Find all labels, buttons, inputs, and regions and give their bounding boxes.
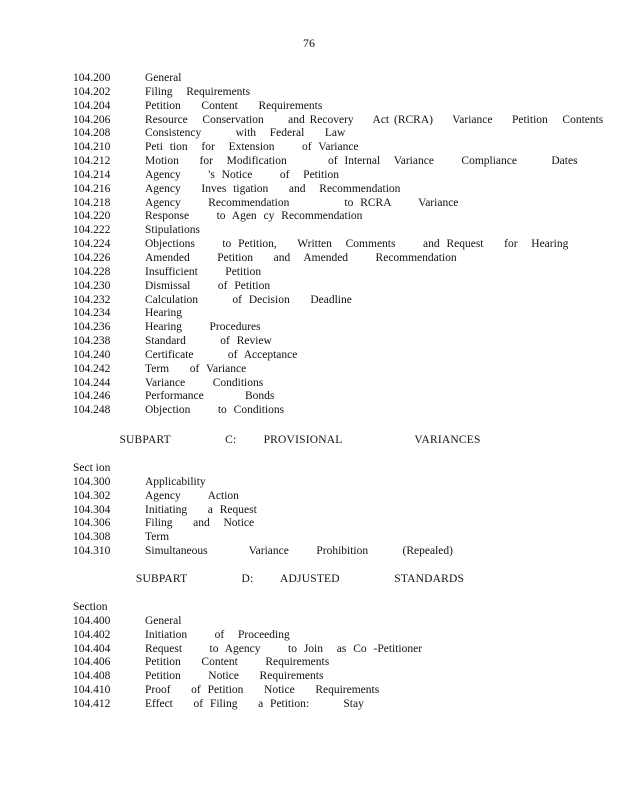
list-item [73,545,593,559]
section-title: Peti tion for Extension of Variance [145,141,359,154]
section-title: Objections to Petition, Written Comments and Request for Hearing [145,238,569,251]
section-number: 104.208 [73,127,111,140]
list-item [73,390,593,404]
section-number: 104.200 [73,72,111,84]
section-title: Objection to Conditions [145,404,285,417]
section-title: General [145,614,182,627]
section-number: 104.306 [73,517,111,530]
section-title: Motion for Modification of Internal Variance Compliance Dates [145,155,578,168]
section-title: Agency Inves tigation and Recommendation [145,182,401,195]
list-item [73,294,593,308]
section-number: 104.204 [73,99,111,112]
list-item [73,504,593,518]
list-item [73,670,593,684]
section-title: Hearing [145,307,183,320]
section-number: 104.228 [73,265,111,278]
list-item [73,684,593,698]
section-number: 104.400 [73,614,111,627]
list-item [73,127,593,141]
list-item [73,197,593,211]
list-item [73,224,593,238]
section-title: Consistency with Federal Law [145,127,346,140]
section-number: 104.244 [73,376,111,389]
section-title: Initiating a Request [145,503,257,516]
section-title: General [145,72,182,84]
section-number: 104.232 [73,293,111,306]
section-number: 104.404 [73,642,111,655]
section-title: Stipulations [145,224,200,237]
list-item [73,476,593,490]
section-title: Applicability [145,475,206,488]
list-item [73,531,593,545]
section-number: 104.210 [73,141,111,154]
list-item [73,238,593,252]
section-label: Section [73,601,108,613]
section-title: Resource Conservation and Recovery Act (RCRA) Variance Petition Contents [145,113,604,126]
section-number: 104.304 [73,503,111,516]
list-item [73,155,593,169]
section-number: 104.248 [73,404,111,417]
section-title: Performance Bonds [145,390,275,403]
list-item [73,335,593,349]
section-title: Filing and Notice [145,517,255,530]
section-title: Term [145,531,170,544]
section-list-general [73,72,604,418]
section-title: Dismissal of Petition [145,279,271,292]
section-number: 104.410 [73,684,111,697]
section-number: 104.408 [73,670,111,683]
section-number: 104.224 [73,238,111,251]
list-item [73,183,593,197]
section-title: Amended Petition and Amended Recommendation [145,251,457,264]
section-title: Simultaneous Variance Prohibition (Repealed) [145,545,453,558]
list-item [73,169,593,183]
list-item [73,363,593,377]
list-item [73,210,593,224]
section-title: Petition Content Requirements [145,656,330,669]
section-title: Effect of Filing a Petition: Stay [145,697,364,710]
section-number: 104.406 [73,656,111,669]
section-title: Term of Variance [145,362,247,375]
list-item [73,86,593,100]
section-title: Agency Recommendation to RCRA Variance [145,196,459,209]
list-item [73,656,593,670]
section-title: Certificate of Acceptance [145,348,298,361]
section-list-subpart-d [73,601,593,712]
section-title: Standard of Review [145,335,272,348]
section-number: 104.212 [73,155,111,168]
section-number: 104.302 [73,489,111,502]
section-title: Initiation of Proceeding [145,628,290,641]
list-item [73,252,593,266]
list-item [73,643,593,657]
section-title: Filing Requirements [145,85,251,98]
subpart-d-heading: SUBPART D: ADJUSTED STANDARDS [135,573,465,585]
section-title: Insufficient Petition [145,265,262,278]
list-item [73,72,593,86]
section-number: 104.220 [73,210,111,223]
section-number: 104.222 [73,224,111,237]
section-title: Variance Conditions [145,376,264,389]
section-title: Response to Agen cy Recommendation [145,210,363,223]
list-item [73,113,604,128]
section-number: 104.246 [73,390,111,403]
section-number: 104.412 [73,697,111,710]
section-title: Agency 's Notice of Petition [145,168,339,181]
list-item [73,377,593,391]
section-number: 104.308 [73,531,111,544]
list-item [73,629,593,643]
section-title: Petition Content Requirements [145,99,323,112]
list-item [73,100,593,114]
section-title: Proof of Petition Notice Requirements [145,684,380,697]
section-number: 104.230 [73,279,111,292]
section-list-subpart-c [73,462,593,559]
page-number: 76 [303,36,315,50]
section-number: 104.206 [73,113,111,126]
list-item [73,517,593,531]
section-number: 104.300 [73,475,111,488]
section-number: 104.236 [73,321,111,334]
list-item [73,280,593,294]
list-item [73,266,593,280]
section-number: 104.216 [73,182,111,195]
section-number: 104.226 [73,251,111,264]
list-item [73,307,593,321]
list-item [73,349,593,363]
section-label: Sect ion [73,462,111,474]
list-item [73,321,593,335]
section-number: 104.218 [73,196,111,209]
section-title: Hearing Procedures [145,321,261,334]
section-number: 104.242 [73,362,111,375]
list-item [73,404,593,418]
section-title: Request to Agency to Join as Co -Petitioner [145,642,423,655]
subpart-c-heading: SUBPART C: PROVISIONAL VARIANCES [119,434,481,446]
list-item [73,141,593,155]
section-number: 104.240 [73,348,111,361]
section-number: 104.402 [73,628,111,641]
section-number: 104.234 [73,307,111,320]
section-number: 104.310 [73,545,111,558]
section-number: 104.214 [73,168,111,181]
list-item [73,698,593,712]
section-title: Agency Action [145,489,239,502]
section-number: 104.238 [73,335,111,348]
section-title: Petition Notice Requirements [145,670,324,683]
list-item [73,615,593,629]
list-item [73,490,593,504]
section-number: 104.202 [73,85,111,98]
section-title: Calculation of Decision Deadline [145,293,352,306]
